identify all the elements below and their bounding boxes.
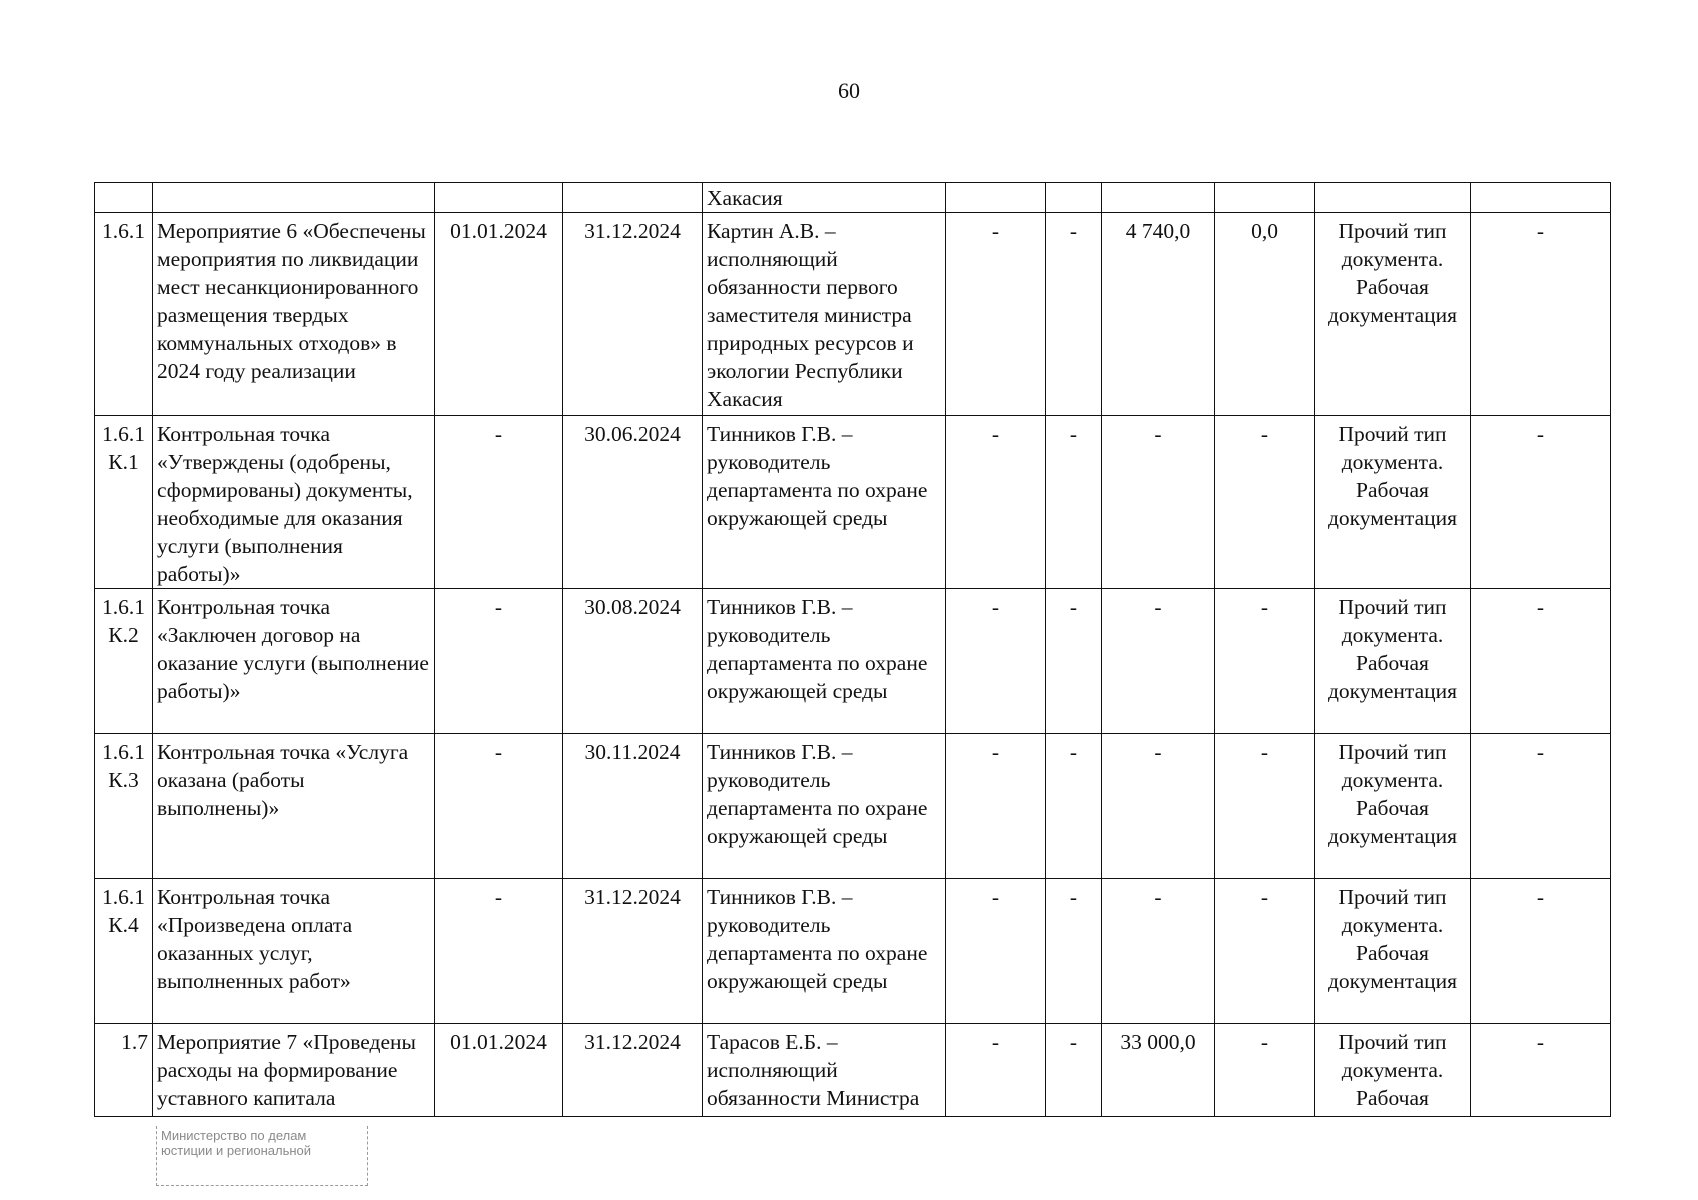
value-cell: -: [1046, 1024, 1102, 1117]
start-date-cell: -: [435, 416, 563, 589]
value-cell: -: [1215, 416, 1315, 589]
event-name-cell: Мероприятие 6 «Обеспечены мероприятия по ликвидации мест несанкционированного размещения твердых коммунальных отходов» в 2024 году реализации: [153, 213, 435, 416]
table-row: [95, 734, 1611, 879]
start-date-cell: -: [435, 589, 563, 734]
event-name-cell: Контрольная точка «Утверждены (одобрены, сформированы) документы, необходимые для оказания услуги (выполнения работы)»: [153, 416, 435, 589]
end-date-cell: [563, 183, 703, 213]
value-cell: 0,0: [1215, 213, 1315, 416]
value-cell: -: [1215, 734, 1315, 879]
row-number-cell: 1.6.1 К.2: [95, 589, 153, 734]
value-cell: -: [1215, 879, 1315, 1024]
amount-cell: [1102, 183, 1215, 213]
end-date-cell: 31.12.2024: [563, 1024, 703, 1117]
document-type-cell: Прочий тип документа. Рабочая документация: [1315, 213, 1471, 416]
end-date-cell: 30.11.2024: [563, 734, 703, 879]
plan-table: [94, 182, 1611, 1117]
stamp-line: Министерство по делам: [161, 1128, 307, 1143]
end-date-cell: 30.06.2024: [563, 416, 703, 589]
start-date-cell: 01.01.2024: [435, 213, 563, 416]
end-date-cell: 30.08.2024: [563, 589, 703, 734]
registration-stamp: [156, 1126, 368, 1186]
value-cell: -: [946, 589, 1046, 734]
responsible-cell: Тинников Г.В. – руководитель департамента по охране окружающей среды: [703, 416, 946, 589]
end-date-cell: 31.12.2024: [563, 213, 703, 416]
value-cell: [1471, 183, 1611, 213]
table-row: [95, 589, 1611, 734]
amount-cell: -: [1102, 734, 1215, 879]
document-type-cell: Прочий тип документа. Рабочая документация: [1315, 589, 1471, 734]
start-date-cell: -: [435, 734, 563, 879]
value-cell: -: [1046, 213, 1102, 416]
event-name-cell: Контрольная точка «Услуга оказана (работы выполнены)»: [153, 734, 435, 879]
value-cell: -: [1046, 879, 1102, 1024]
value-cell: -: [946, 416, 1046, 589]
page-number: 60: [838, 78, 860, 103]
value-cell: -: [946, 213, 1046, 416]
value-cell: -: [946, 879, 1046, 1024]
row-number-cell: 1.7: [95, 1024, 153, 1117]
value-cell: -: [1471, 416, 1611, 589]
document-type-cell: Прочий тип документа. Рабочая: [1315, 1024, 1471, 1117]
responsible-cell: Тинников Г.В. – руководитель департамента по охране окружающей среды: [703, 589, 946, 734]
document-type-cell: [1315, 183, 1471, 213]
amount-cell: 4 740,0: [1102, 213, 1215, 416]
row-number-cell: 1.6.1 К.4: [95, 879, 153, 1024]
value-cell: -: [1471, 589, 1611, 734]
responsible-cell: Хакасия: [703, 183, 946, 213]
row-number-cell: [95, 183, 153, 213]
amount-cell: -: [1102, 879, 1215, 1024]
document-type-cell: Прочий тип документа. Рабочая документация: [1315, 734, 1471, 879]
value-cell: [1046, 183, 1102, 213]
value-cell: [946, 183, 1046, 213]
row-number-cell: 1.6.1 К.1: [95, 416, 153, 589]
value-cell: -: [1471, 734, 1611, 879]
responsible-cell: Тинников Г.В. – руководитель департамента по охране окружающей среды: [703, 734, 946, 879]
document-type-cell: Прочий тип документа. Рабочая документация: [1315, 879, 1471, 1024]
event-name-cell: [153, 183, 435, 213]
value-cell: -: [1215, 589, 1315, 734]
plan-table-container: [94, 182, 1610, 1117]
event-name-cell: Мероприятие 7 «Проведены расходы на формирование уставного капитала: [153, 1024, 435, 1117]
value-cell: -: [1046, 416, 1102, 589]
stamp-line: юстиции и региональной: [161, 1143, 312, 1158]
table-row: [95, 213, 1611, 416]
event-name-cell: Контрольная точка «Заключен договор на оказание услуги (выполнение работы)»: [153, 589, 435, 734]
value-cell: -: [1471, 879, 1611, 1024]
amount-cell: -: [1102, 589, 1215, 734]
responsible-cell: Картин А.В. – исполняющий обязанности первого заместителя министра природных ресурсов и экологии Республики Хакасия: [703, 213, 946, 416]
value-cell: -: [1046, 589, 1102, 734]
value-cell: [1215, 183, 1315, 213]
document-type-cell: Прочий тип документа. Рабочая документация: [1315, 416, 1471, 589]
start-date-cell: -: [435, 879, 563, 1024]
table-row: [95, 1024, 1611, 1117]
value-cell: -: [946, 734, 1046, 879]
responsible-cell: Тарасов Е.Б. – исполняющий обязанности Министра: [703, 1024, 946, 1117]
value-cell: -: [1215, 1024, 1315, 1117]
value-cell: -: [1471, 1024, 1611, 1117]
start-date-cell: 01.01.2024: [435, 1024, 563, 1117]
amount-cell: -: [1102, 416, 1215, 589]
value-cell: -: [1471, 213, 1611, 416]
table-row: [95, 879, 1611, 1024]
value-cell: -: [946, 1024, 1046, 1117]
event-name-cell: Контрольная точка «Произведена оплата оказанных услуг, выполненных работ»: [153, 879, 435, 1024]
value-cell: -: [1046, 734, 1102, 879]
amount-cell: 33 000,0: [1102, 1024, 1215, 1117]
row-number-cell: 1.6.1 К.3: [95, 734, 153, 879]
start-date-cell: [435, 183, 563, 213]
end-date-cell: 31.12.2024: [563, 879, 703, 1024]
table-row: [95, 183, 1611, 213]
row-number-cell: 1.6.1: [95, 213, 153, 416]
table-row: [95, 416, 1611, 589]
responsible-cell: Тинников Г.В. – руководитель департамента по охране окружающей среды: [703, 879, 946, 1024]
